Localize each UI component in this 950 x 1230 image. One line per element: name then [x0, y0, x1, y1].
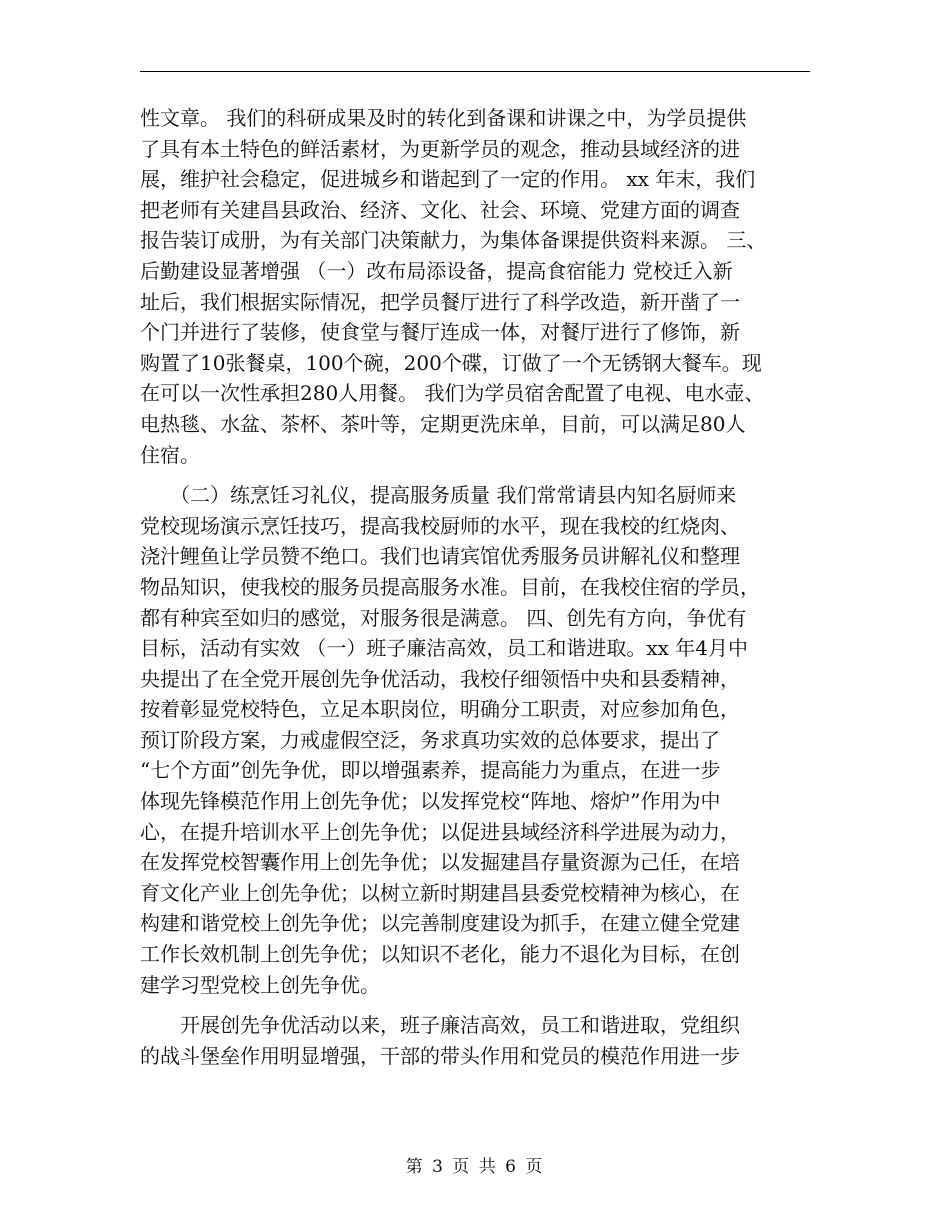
text-line: 展，维护社会稳定，促进城乡和谐起到了一定的作用。 xx 年末，我们: [140, 167, 756, 192]
paragraph: [140, 103, 812, 470]
text-line: 建学习型党校上创先争优。: [140, 972, 380, 997]
text-line: 按着彰显党校特色，立足本职岗位，明确分工职责，对应参加角色，: [140, 697, 740, 722]
text-line: 把老师有关建昌县政治、经济、文化、社会、环境、党建方面的调查: [140, 197, 740, 222]
paragraph-gap: [140, 1000, 812, 1010]
text-line: 住宿。: [140, 442, 200, 467]
text-line: 购置了10张餐桌，100个碗，200个碟，订做了一个无锈钢大餐车。现: [140, 350, 762, 375]
text-line: 在可以一次性承担280人用餐。 我们为学员宿舍配置了电视、电水壶、: [140, 381, 765, 406]
text-line: 了具有本土特色的鲜活素材，为更新学员的观念，推动县域经济的进: [140, 136, 740, 161]
text-line: 物品知识，使我校的服务员提高服务水准。目前，在我校住宿的学员，: [140, 574, 760, 599]
text-line: 后勤建设显著增强 （一）改布局添设备，提高食宿能力 党校迁入新: [140, 258, 733, 283]
text-line: 开展创先争优活动以来，班子廉洁高效，员工和谐进取，党组织: [140, 1013, 740, 1038]
text-line: 报告装订成册，为有关部门决策献力，为集体备课提供资料来源。 三、: [140, 228, 767, 253]
text-line: 都有种宾至如归的感觉，对服务很是满意。 四、创先有方向，争优有: [140, 605, 747, 630]
document-body: [140, 103, 812, 1071]
text-line: 央提出了在全党开展创先争优活动，我校仔细领悟中央和县委精神，: [140, 666, 740, 691]
text-line: “七个方面”创先争优，即以增强素养，提高能力为重点，在进一步: [140, 758, 721, 783]
paragraph: [140, 480, 812, 1000]
text-line: 构建和谐党校上创先争优；以完善制度建设为抓手，在建立健全党建: [140, 911, 740, 936]
text-line: 目标，活动有实效 （一）班子廉洁高效，员工和谐进取。xx 年4月中: [140, 636, 748, 661]
paragraph: [140, 1010, 812, 1071]
text-line: 的战斗堡垒作用明显增强，干部的带头作用和党员的模范作用进一步: [140, 1043, 740, 1068]
text-line: （二）练烹饪习礼仪，提高服务质量 我们常常请县内知名厨师来: [140, 483, 737, 508]
text-line: 电热毯、水盆、茶杯、茶叶等，定期更洗床单，目前，可以满足80人: [140, 411, 746, 436]
header-rule: [140, 71, 810, 72]
paragraph-gap: [140, 470, 812, 480]
text-line: 党校现场演示烹饪技巧，提高我校厨师的水平，现在我校的红烧肉、: [140, 513, 740, 538]
text-line: 心，在提升培训水平上创先争优；以促进县域经济科学进展为动力，: [140, 819, 740, 844]
text-line: 浇汁鲤鱼让学员赞不绝口。我们也请宾馆优秀服务员讲解礼仪和整理: [140, 544, 740, 569]
text-line: 个门并进行了装修，使食堂与餐厅连成一体，对餐厅进行了修饰，新: [140, 320, 740, 345]
text-line: 工作长效机制上创先争优；以知识不老化，能力不退化为目标，在创: [140, 942, 740, 967]
text-line: 预订阶段方案，力戒虚假空泛，务求真功实效的总体要求，提出了: [140, 727, 720, 752]
text-line: 在发挥党校智囊作用上创先争优；以发掘建昌存量资源为己任，在培: [140, 850, 740, 875]
text-line: 体现先锋模范作用上创先争优；以发挥党校“阵地、熔炉”作用为中: [140, 789, 721, 814]
text-line: 址后，我们根据实际情况，把学员餐厅进行了科学改造，新开凿了一: [140, 289, 740, 314]
page-number-footer: 第 3 页 共 6 页: [405, 1157, 545, 1177]
text-line: 性文章。 我们的科研成果及时的转化到备课和讲课之中，为学员提供: [140, 106, 747, 130]
text-line: 育文化产业上创先争优；以树立新时期建昌县委党校精神为核心，在: [140, 880, 740, 905]
